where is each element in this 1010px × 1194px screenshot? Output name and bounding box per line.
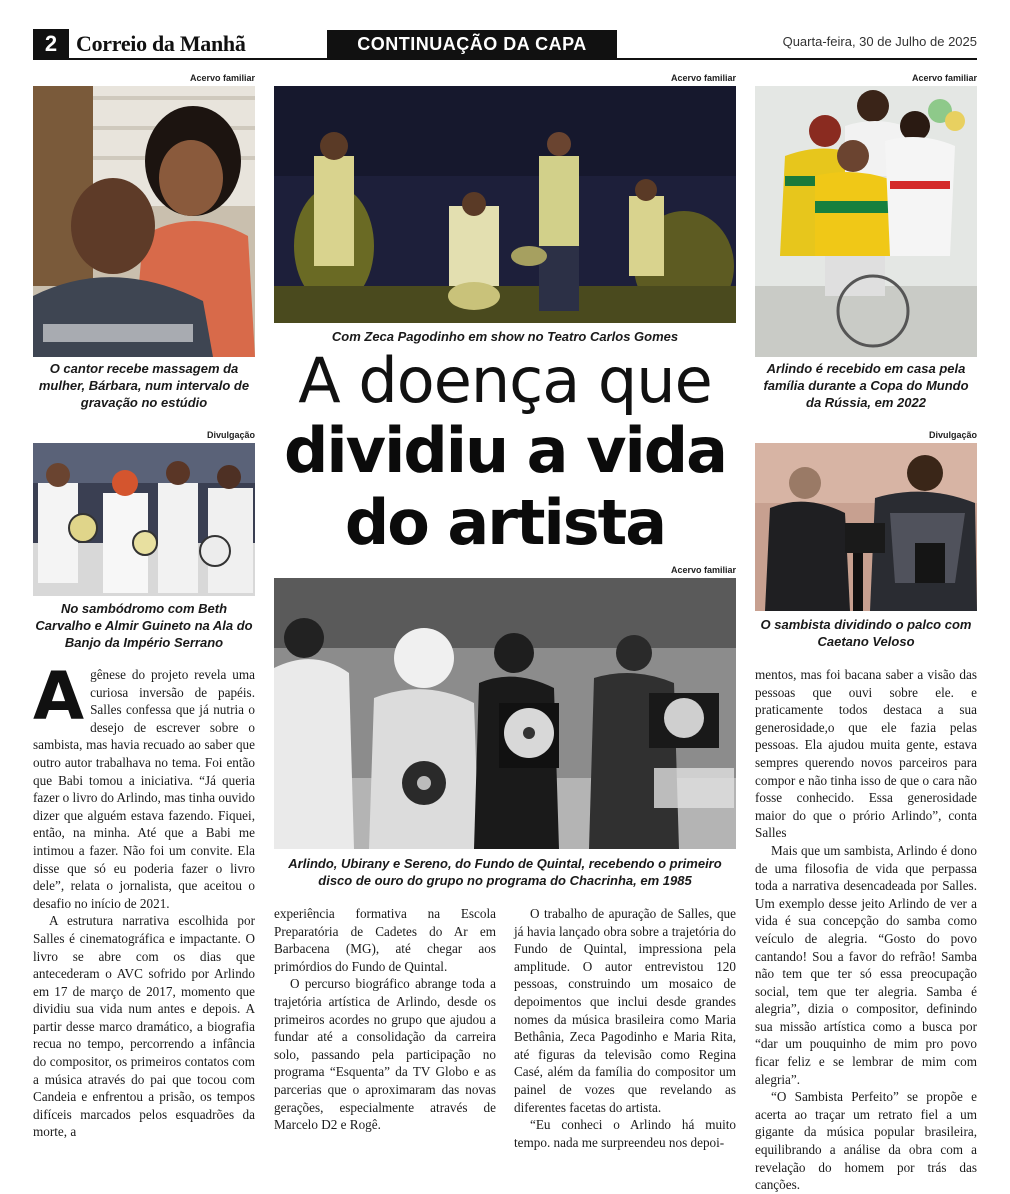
photo-sambodromo — [33, 443, 255, 596]
article-paragraph: O trabalho de apuração de Salles, que já havia lançado obra sobre a trajetória do Fundo de Quintal, impressiona pela amplitude. O autor entrevistou 120 pessoas, construindo um mosaico de depoimentos que inclui desde grandes nomes da música brasileira como Maria Bethânia, Zeca Pagodinho e Maria Rita, até figuras da televisão como Regina Casé, além da família do compositor um painel de vozes que revelando as diferentes facetas do artista. — [514, 906, 736, 1115]
headline-line-3: do artista — [344, 486, 666, 559]
page-number: 2 — [33, 29, 69, 59]
photo-show — [274, 86, 736, 323]
caption-caetano: O sambista dividindo o palco com Caetano Veloso — [760, 617, 972, 649]
article-column-1 — [33, 658, 255, 1141]
caption-family: Arlindo é recebido em casa pela família durante a Copa do Mundo da Rússia, em 2022 — [763, 361, 969, 410]
drop-cap: A — [33, 658, 85, 735]
publication-masthead: Correio da Manhã — [76, 31, 246, 56]
article-column-4 — [755, 666, 977, 1194]
caption-gold-disc: Arlindo, Ubirany e Sereno, do Fundo de Quintal, recebendo o primeiro disco de ouro do grupo no programa do Chacrinha, em 1985 — [288, 856, 722, 888]
article-paragraph: mentos, mas foi bacana saber a visão das pessoas que ouvi sobre ele. e praticamente todos destaca a sua generosidade,o que ele fazia pelas pessoas. Ela ajudou muita gente, estava sempres querendo novos parceiros para compor e não tinha isso de que o cara não fosse conhecido. Essa generosidade maior do que o prório Arlindo”, conta Salles — [755, 667, 977, 841]
photo-massage — [33, 86, 255, 357]
photo-gold-disc — [274, 578, 736, 849]
article-paragraph: experiência formativa na Escola Preparatória de Cadetes do Ar em Barbacena (MG), até chegar aos primórdios do Fundo de Quintal. — [274, 906, 496, 974]
photo-family — [755, 86, 977, 357]
caption-massage: O cantor recebe massagem da mulher, Bárbara, num intervalo de gravação no estúdio — [38, 361, 250, 410]
article-column-3 — [514, 905, 736, 1151]
issue-date: Quarta-feira, 30 de Julho de 2025 — [782, 34, 977, 49]
photo-credit-gold-disc: Acervo familiar — [670, 565, 736, 575]
caption-sambodromo: No sambódromo com Beth Carvalho e Almir Guineto na Ala do Banjo da Império Serrano — [35, 601, 253, 650]
article-paragraph: “Eu conheci o Arlindo há muito tempo. nada me surpreendeu nos depoi- — [514, 1117, 736, 1150]
photo-credit-caetano: Divulgação — [928, 430, 977, 440]
photo-credit-massage: Acervo familiar — [189, 73, 255, 83]
header-rule — [33, 58, 977, 60]
headline-line-1: A doença que — [298, 344, 712, 417]
photo-credit-show: Acervo familiar — [670, 73, 736, 83]
photo-credit-sambodromo: Divulgação — [206, 430, 255, 440]
article-paragraph: “O Sambista Perfeito” se propõe e acerta ao traçar um retrato fiel a um gigante da música popular brasileira, equilibrando a análise da obra com a revelação do homem por trás das canções. — [755, 1089, 977, 1193]
headline-line-2: dividiu a vida — [284, 414, 726, 487]
article-paragraph: Agênese do projeto revela uma curiosa inversão de papéis. Salles confessa que já nutria o desejo de escrever sobre o sambista, mas havia recuado ao saber que outro autor trabalhava no tema. Foi então que Babi tomou a iniciativa. “Já queria fazer o livro do Arlindo, mas tinha ouvido dizer que alguém estava fazendo. Fiquei, então, na minha. Até que a Babi me intimou a fazer. Não foi um convite. Ela disse que só eu poderia fazer o livro dele”, relata o jornalista, que aceitou o desafio no início de 2021. — [33, 658, 255, 911]
article-paragraph: A estrutura narrativa escolhida por Salles é cinematográfica e impactante. O livro se abre com os dias que antecederam o AVC sofrido por Arlindo em 17 de março de 2017, momento que dividiu sua vida num antes e depois. A partir desse marco dramático, a biografia recua no tempo, percorrendo a infância do compositor, os primeiros contatos com a música através do pai que tocou com Candeia e enfrentou a prisão, os tempos difíceis marcados pelos esquadrões da morte, a — [33, 913, 255, 1140]
article-paragraph: Mais que um sambista, Arlindo é dono de uma filosofia de vida que perpassa toda a narrativa desencadeada por Salles. Um exemplo desse jeito Arlindo de ver a vida é sua concepção do samba como veículo de alegria. “Gosto do povo cantando! Sou a favor do refrão! Samba não tem que ter só essa preocupação social, tem que ter alegria. Samba é alegria”, dizia o compositor, definindo sua missão artística como a busca por “dar um pouquinho de mim pro povo ficar feliz e se lembrar de mim com alegria”. — [755, 842, 977, 1087]
photo-credit-family: Acervo familiar — [911, 73, 977, 83]
photo-caetano — [755, 443, 977, 611]
section-label: CONTINUAÇÃO DA CAPA — [327, 30, 617, 58]
article-column-2 — [274, 905, 496, 1134]
article-paragraph: O percurso biográfico abrange toda a trajetória artística de Arlindo, desde os primeiros acordes no grupo que ajudou a fundar até a consolidação da carreira solo, passando pela participação no programa “Esquenta” da TV Globo e as parcerias que o aproximaram das novas gerações, especialmente através de Marcelo D2 e Rogê. — [274, 976, 496, 1133]
caption-show: Com Zeca Pagodinho em show no Teatro Carlos Gomes — [331, 329, 679, 344]
